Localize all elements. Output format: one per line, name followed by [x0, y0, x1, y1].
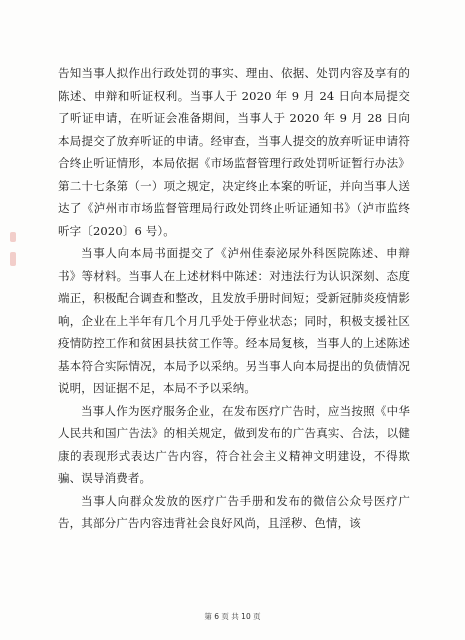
left-margin-stamp-mark [10, 252, 16, 266]
paragraph: 当事人向群众发放的医疗广告手册和发布的微信公众号医疗广告，其部分广告内容违背社会良好风尚，且淫秽、色情，该 [58, 493, 410, 530]
paragraph: 当事人向本局书面提交了《泸州佳泰泌尿外科医院陈述、申辩书》等材料。当事人在上述材料中陈述：对违法行为认识深刻、态度端正，积极配合调查和整改，且发放手册时间短；受新冠肺炎疫情影响，企业在上半年有几个月几乎处于停业状态；同时，积极支援社区疫情防控工作和贫困县扶贫工作等。经本局复核，当事人的上述陈述基本符合实际情况，本局予以采纳。另当事人向本局提出的负债情况说明，因证据不足，本局不予以采纳。 [58, 246, 410, 395]
paragraph: 告知当事人拟作出行政处罚的事实、理由、依据、处罚内容及享有的陈述、申辩和听证权利。当事人于 2020 年 9 月 24 日向本局提交了听证申请，在听证会准备期间，当事人于 2020 年 9 月 28 日向本局提交了放弃听证的申请。经审查，当事人提交的放弃听证申请符合终止听证情形，本局依据《市场监督管理行政处罚听证暂行办法》第二十七条第（一）项之规定，决定终止本案的听证，并向当事人送达了《泸州市市场监督管理局行政处罚终止听证通知书》（泸市监终听字〔2020〕6 号）。 [58, 66, 410, 238]
page-number-footer: 第 6 页 共 10 页 [204, 612, 261, 621]
left-margin-stamp-mark [10, 232, 16, 242]
paragraph: 当事人作为医疗服务企业，在发布医疗广告时，应当按照《中华人民共和国广告法》的相关规定，做到发布的广告真实、合法，以健康的表现形式表达广告内容，符合社会主义精神文明建设，不得欺骗、误导消费者。 [58, 403, 410, 485]
document-body [58, 62, 410, 535]
